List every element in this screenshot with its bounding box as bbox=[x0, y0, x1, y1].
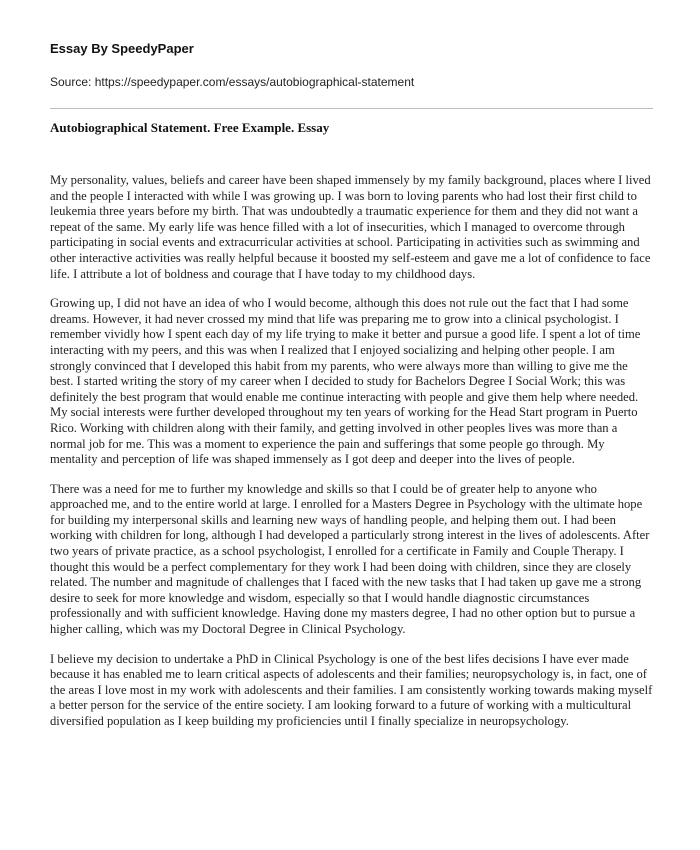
paragraph-1: My personality, values, beliefs and career have been shaped immensely by my family background, places where I lived and the people I interacted with while I was growing up. I was born to loving parents who had lost their first child to leukemia three years before my birth. That was undoubtedly a traumatic experience for them and they did not want a repeat of the same. My early life was hence filled with a lot of insecurities, which I managed to overcome through participating in social events and extracurricular activities at school. Participating in activities such as swimming and other interactive activities was really helpful because it boosted my self-esteem and gave me a lot of confidence to face life. I attribute a lot of boldness and courage that I have today to my childhood days. bbox=[50, 173, 651, 281]
source-line: Source: https://speedypaper.com/essays/autobiographical-statement bbox=[50, 75, 415, 89]
paragraph-3: There was a need for me to further my knowledge and skills so that I could be of greater help to anyone who approached me, and to the entire world at large. I enrolled for a Masters Degree in Psychology with the ultimate hope for building my interpersonal skills and learning new ways of handling people, and helping them out. I had been working with children for long, although I had developed a particularly strong interest in the lives of adolescents. After two years of private practice, as a school psychologist, I enrolled for a certificate in Family and Couple Therapy. I thought this would be a perfect complementary for they work I had been doing with children, since they are closely related. The number and magnitude of challenges that I faced with the new tasks that I had taken up gave me a strong desire to seek for more knowledge and wisdom, especially so that I would handle diagnostic circumstances professionally and with sufficient knowledge. Having done my masters degree, I had no other option but to pursue a higher calling, which was my Doctoral Degree in Clinical Psychology. bbox=[50, 481, 650, 637]
brand-heading: Essay By SpeedyPaper bbox=[50, 41, 194, 56]
essay-body bbox=[50, 173, 653, 730]
paragraph-4: I believe my decision to undertake a PhD in Clinical Psychology is one of the best lifes decisions I have ever made because it has enabled me to learn critical aspects of adolescents and their families; neuropsychology is, in fact, one of the areas I love most in my work with adolescents and their families. I am consistently working towards making myself a better person for the service of the entire society. I am looking forward to a future of working with a multicultural diversified population as I keep building my proficiencies until I finally specialize in neuropsychology. bbox=[50, 651, 653, 728]
header-divider bbox=[50, 108, 653, 109]
paragraph-2: Growing up, I did not have an idea of who I would become, although this does not rule out the fact that I had some dreams. However, it had never crossed my mind that life was preparing me to grow into a clinical psychologist. I remember vividly how I spent each day of my life trying to make it better and pursue a good life. I spent a lot of time interacting with my peers, and this was when I realized that I enjoyed socializing and helping other people. I am strongly convinced that I developed this habit from my parents, who were always more than willing to give me the best. I started writing the story of my career when I decided to study for Bachelors Degree I Social Work; this was definitely the best program that would enable me continue interacting with people and give them help where needed. My social interests were further developed throughout my ten years of working for the Head Start program in Puerto Rico. Working with children along with their family, and getting involved in other peoples lives was more than a normal job for me. This was a moment to experience the pain and sufferings that some people go through. My mentality and perception of life was shaped immensely as I got deep and deeper into the lives of people. bbox=[50, 296, 641, 467]
document-title: Autobiographical Statement. Free Example. Essay bbox=[50, 120, 330, 135]
